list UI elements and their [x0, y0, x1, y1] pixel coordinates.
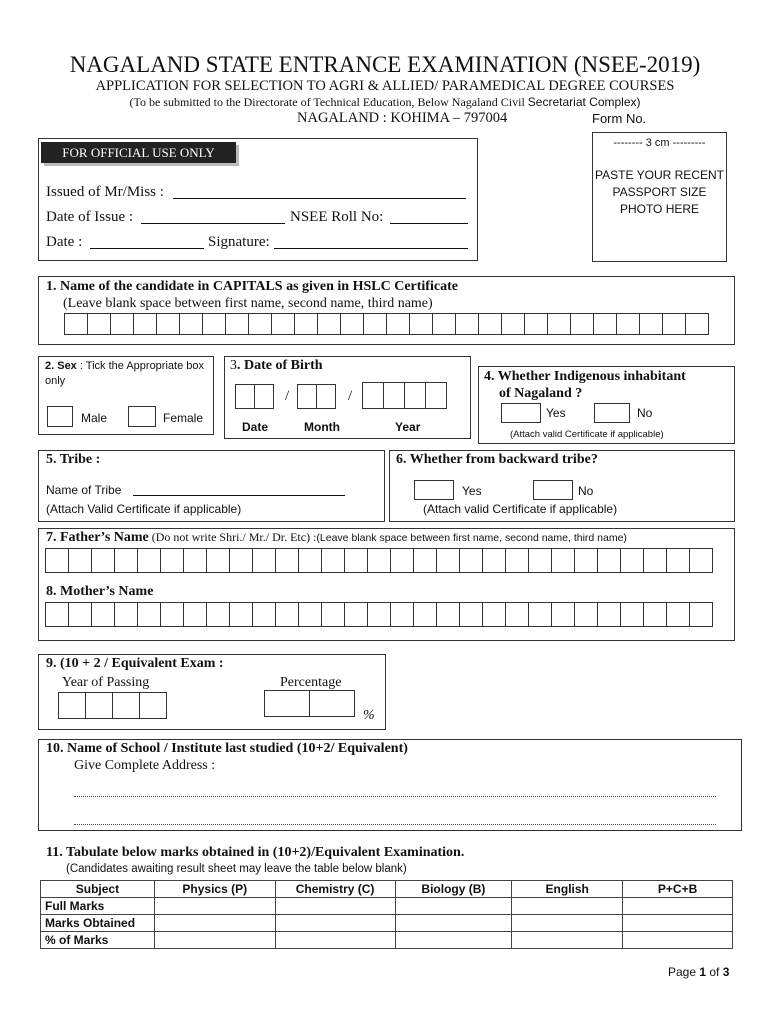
char-box[interactable]	[271, 313, 295, 335]
char-box[interactable]	[574, 602, 598, 627]
tribe-name-label: Name of Tribe	[46, 483, 122, 497]
signature-field[interactable]	[274, 248, 468, 249]
char-box[interactable]	[367, 602, 391, 627]
dob-year-label: Year	[395, 420, 421, 434]
char-box[interactable]	[643, 602, 667, 627]
char-box[interactable]	[229, 548, 253, 573]
char-box[interactable]	[409, 313, 433, 335]
char-box[interactable]	[413, 602, 437, 627]
indigenous-yes-checkbox[interactable]	[501, 403, 541, 423]
form-subtitle: APPLICATION FOR SELECTION TO AGRI & ALLIED/ PARAMEDICAL DEGREE COURSES	[95, 78, 675, 94]
char-box[interactable]	[505, 548, 529, 573]
char-box[interactable]	[275, 602, 299, 627]
char-box[interactable]	[367, 548, 391, 573]
char-box[interactable]	[179, 313, 203, 335]
char-box[interactable]	[528, 602, 552, 627]
photo-size: -------- 3 cm ---------	[613, 137, 706, 149]
table-cell[interactable]	[623, 915, 733, 932]
q1-title: 1. Name of the candidate in CAPITALS as given in HSLC Certificate	[46, 279, 458, 294]
date-of-issue-field[interactable]	[141, 223, 285, 224]
dob-date-boxes[interactable]	[235, 384, 273, 409]
roll-no-field[interactable]	[390, 223, 468, 224]
char-box[interactable]	[133, 313, 157, 335]
char-box[interactable]	[390, 548, 414, 573]
year-of-passing-label: Year of Passing	[62, 675, 150, 690]
table-row	[41, 898, 733, 915]
q8-title: 8. Mother’s Name	[46, 584, 154, 599]
table-row	[41, 915, 733, 932]
char-box[interactable]	[363, 313, 387, 335]
table-cell[interactable]	[395, 915, 512, 932]
char-box[interactable]	[570, 313, 594, 335]
header-biology: Biology (B)	[395, 881, 512, 898]
table-cell[interactable]	[623, 932, 733, 949]
char-box[interactable]	[344, 602, 368, 627]
indigenous-no-label: No	[637, 406, 653, 420]
backward-yes-label: Yes	[462, 484, 482, 498]
char-box[interactable]	[252, 548, 276, 573]
char-box[interactable]	[137, 548, 161, 573]
backward-no-label: No	[578, 484, 594, 498]
dob-separator-1: /	[285, 388, 290, 404]
q11-title: 11. Tabulate below marks obtained in (10+2)/Equivalent Examination.	[46, 845, 465, 860]
percentage-boxes[interactable]	[264, 690, 354, 717]
backward-yes-checkbox[interactable]	[414, 480, 454, 500]
table-cell[interactable]	[395, 932, 512, 949]
sex-male-checkbox[interactable]	[47, 406, 73, 427]
char-box[interactable]	[482, 602, 506, 627]
header-pcb: P+C+B	[623, 881, 733, 898]
q4-note: (Attach valid Certificate if applicable)	[510, 429, 664, 440]
row-label-full-marks: Full Marks	[41, 898, 155, 915]
address-label: Give Complete Address :	[74, 758, 216, 773]
char-box[interactable]	[597, 548, 621, 573]
table-cell[interactable]	[395, 898, 512, 915]
table-cell[interactable]	[512, 932, 623, 949]
q6-title: 6. Whether from backward tribe?	[396, 452, 598, 467]
signature-label: Signature:	[208, 234, 270, 250]
q2-title: 2. Sex : Tick the Appropriate box only	[45, 360, 204, 387]
marks-table	[40, 880, 733, 949]
char-box[interactable]	[114, 602, 138, 627]
char-box[interactable]	[505, 602, 529, 627]
char-box[interactable]	[616, 313, 640, 335]
char-box[interactable]	[689, 548, 713, 573]
table-cell[interactable]	[154, 932, 275, 949]
backward-no-checkbox[interactable]	[533, 480, 573, 500]
dob-date-label: Date	[242, 420, 269, 434]
header-chemistry: Chemistry (C)	[275, 881, 395, 898]
char-box[interactable]	[436, 548, 460, 573]
mother-name-boxes[interactable]	[45, 602, 712, 627]
dob-month-boxes[interactable]	[297, 384, 335, 409]
char-box[interactable]	[643, 548, 667, 573]
form-number-label: Form No.	[592, 111, 647, 126]
char-box[interactable]	[183, 548, 207, 573]
father-name-boxes[interactable]	[45, 548, 712, 573]
char-box[interactable]	[206, 602, 230, 627]
sex-male-label: Male	[81, 411, 108, 425]
char-box[interactable]	[91, 602, 115, 627]
char-box[interactable]	[639, 313, 663, 335]
char-box[interactable]	[137, 602, 161, 627]
char-box[interactable]	[202, 313, 226, 335]
char-box[interactable]	[340, 313, 364, 335]
char-box[interactable]	[275, 548, 299, 573]
char-box[interactable]	[685, 313, 709, 335]
char-box[interactable]	[551, 548, 575, 573]
char-box[interactable]	[432, 313, 456, 335]
char-box[interactable]	[114, 548, 138, 573]
char-box[interactable]	[68, 602, 92, 627]
char-box[interactable]	[459, 602, 483, 627]
indigenous-yes-label: Yes	[546, 406, 566, 420]
table-cell[interactable]	[275, 898, 395, 915]
char-box[interactable]	[524, 313, 548, 335]
char-box[interactable]	[689, 602, 713, 627]
q1-note: (Leave blank space between first name, second name, third name)	[63, 296, 433, 311]
char-box[interactable]	[597, 602, 621, 627]
char-box[interactable]	[298, 548, 322, 573]
char-box[interactable]	[64, 313, 88, 335]
date-field[interactable]	[90, 248, 204, 249]
char-box[interactable]	[344, 548, 368, 573]
dob-separator-2: /	[348, 388, 353, 404]
table-cell[interactable]	[623, 898, 733, 915]
q6-note: (Attach valid Certificate if applicable)	[423, 502, 618, 516]
char-box[interactable]	[160, 548, 184, 573]
q11-note: (Candidates awaiting result sheet may leave the table below blank)	[66, 863, 407, 875]
form-title: NAGALAND STATE ENTRANCE EXAMINATION (NSEE-2019)	[69, 52, 701, 77]
sex-female-checkbox[interactable]	[128, 406, 156, 427]
char-box[interactable]	[666, 602, 690, 627]
q5-note: (Attach Valid Certificate if applicable)	[46, 502, 242, 516]
q7-title: 7. Father’s Name (Do not write Shri./ Mr./ Dr. Etc) :(Leave blank space between first name, second name, third name)	[46, 530, 627, 545]
percent-sign: %	[363, 708, 375, 723]
page-indicator: Page 1 of 3	[668, 965, 730, 979]
percentage-label: Percentage	[280, 675, 342, 690]
q10-title: 10. Name of School / Institute last studied (10+2/ Equivalent)	[46, 741, 408, 756]
char-box[interactable]	[87, 313, 111, 335]
char-box[interactable]	[455, 313, 479, 335]
q4-title: 4. Whether Indigenous inhabitant	[484, 369, 686, 384]
address-line-1[interactable]	[74, 796, 716, 797]
table-cell[interactable]	[154, 898, 275, 915]
char-box[interactable]	[666, 548, 690, 573]
table-cell[interactable]	[154, 915, 275, 932]
table-cell[interactable]	[512, 898, 623, 915]
char-box[interactable]	[574, 548, 598, 573]
char-box[interactable]	[183, 602, 207, 627]
location: NAGALAND : KOHIMA – 797004	[297, 110, 508, 126]
indigenous-no-checkbox[interactable]	[594, 403, 630, 423]
header-physics: Physics (P)	[154, 881, 275, 898]
char-box[interactable]	[482, 548, 506, 573]
char-box[interactable]	[551, 602, 575, 627]
char-box[interactable]	[156, 313, 180, 335]
table-cell[interactable]	[275, 915, 395, 932]
address-line-2[interactable]	[74, 824, 716, 825]
char-box[interactable]	[45, 602, 69, 627]
tribe-name-field[interactable]	[133, 495, 345, 496]
year-of-passing-boxes[interactable]	[58, 692, 166, 719]
row-label-marks-obtained: Marks Obtained	[41, 915, 155, 932]
sex-female-label: Female	[163, 411, 204, 425]
char-box[interactable]	[206, 548, 230, 573]
char-box[interactable]	[298, 602, 322, 627]
char-box[interactable]	[229, 602, 253, 627]
table-cell[interactable]	[512, 915, 623, 932]
char-box[interactable]	[252, 602, 276, 627]
roll-no-label: NSEE Roll No:	[290, 209, 384, 225]
q4-title-2: of Nagaland ?	[499, 386, 583, 401]
char-box[interactable]	[547, 313, 571, 335]
char-box[interactable]	[436, 602, 460, 627]
issued-to-field[interactable]	[173, 198, 466, 199]
dob-year-boxes[interactable]	[362, 382, 446, 409]
photo-instruction-1: PASTE YOUR RECENT	[595, 168, 724, 182]
char-box[interactable]	[478, 313, 502, 335]
q5-title: 5. Tribe :	[46, 452, 101, 467]
char-box[interactable]	[662, 313, 686, 335]
char-box[interactable]	[386, 313, 410, 335]
char-box[interactable]	[528, 548, 552, 573]
row-label-percent-marks: % of Marks	[41, 932, 155, 949]
char-box[interactable]	[225, 313, 249, 335]
q3-title: 3. Date of Birth	[230, 358, 323, 373]
char-box[interactable]	[620, 602, 644, 627]
header-english: English	[512, 881, 623, 898]
char-box[interactable]	[294, 313, 318, 335]
char-box[interactable]	[321, 548, 345, 573]
char-box[interactable]	[317, 313, 341, 335]
dob-month-label: Month	[304, 420, 340, 434]
char-box[interactable]	[68, 548, 92, 573]
char-box[interactable]	[321, 602, 345, 627]
date-label: Date :	[46, 234, 83, 250]
issued-to-label: Issued of Mr/Miss :	[46, 184, 164, 200]
char-box[interactable]	[45, 548, 69, 573]
char-box[interactable]	[248, 313, 272, 335]
table-row	[41, 932, 733, 949]
char-box[interactable]	[390, 602, 414, 627]
char-box[interactable]	[620, 548, 644, 573]
date-of-issue-label: Date of Issue :	[46, 209, 134, 225]
photo-instruction-3: PHOTO HERE	[619, 202, 700, 216]
char-box[interactable]	[593, 313, 617, 335]
photo-instruction-2: PASSPORT SIZE	[612, 185, 707, 199]
char-box[interactable]	[110, 313, 134, 335]
q9-title: 9. (10 + 2 / Equivalent Exam :	[46, 656, 224, 671]
char-box[interactable]	[459, 548, 483, 573]
marks-header-row	[41, 881, 733, 898]
char-box[interactable]	[501, 313, 525, 335]
header-subject: Subject	[41, 881, 155, 898]
char-box[interactable]	[413, 548, 437, 573]
official-use-banner: FOR OFFICIAL USE ONLY	[41, 142, 236, 163]
submission-note: (To be submitted to the Directorate of Technical Education, Below Nagaland Civil Secretariat Complex)	[129, 95, 641, 109]
table-cell[interactable]	[275, 932, 395, 949]
char-box[interactable]	[91, 548, 115, 573]
char-box[interactable]	[160, 602, 184, 627]
candidate-name-boxes[interactable]	[64, 313, 708, 335]
